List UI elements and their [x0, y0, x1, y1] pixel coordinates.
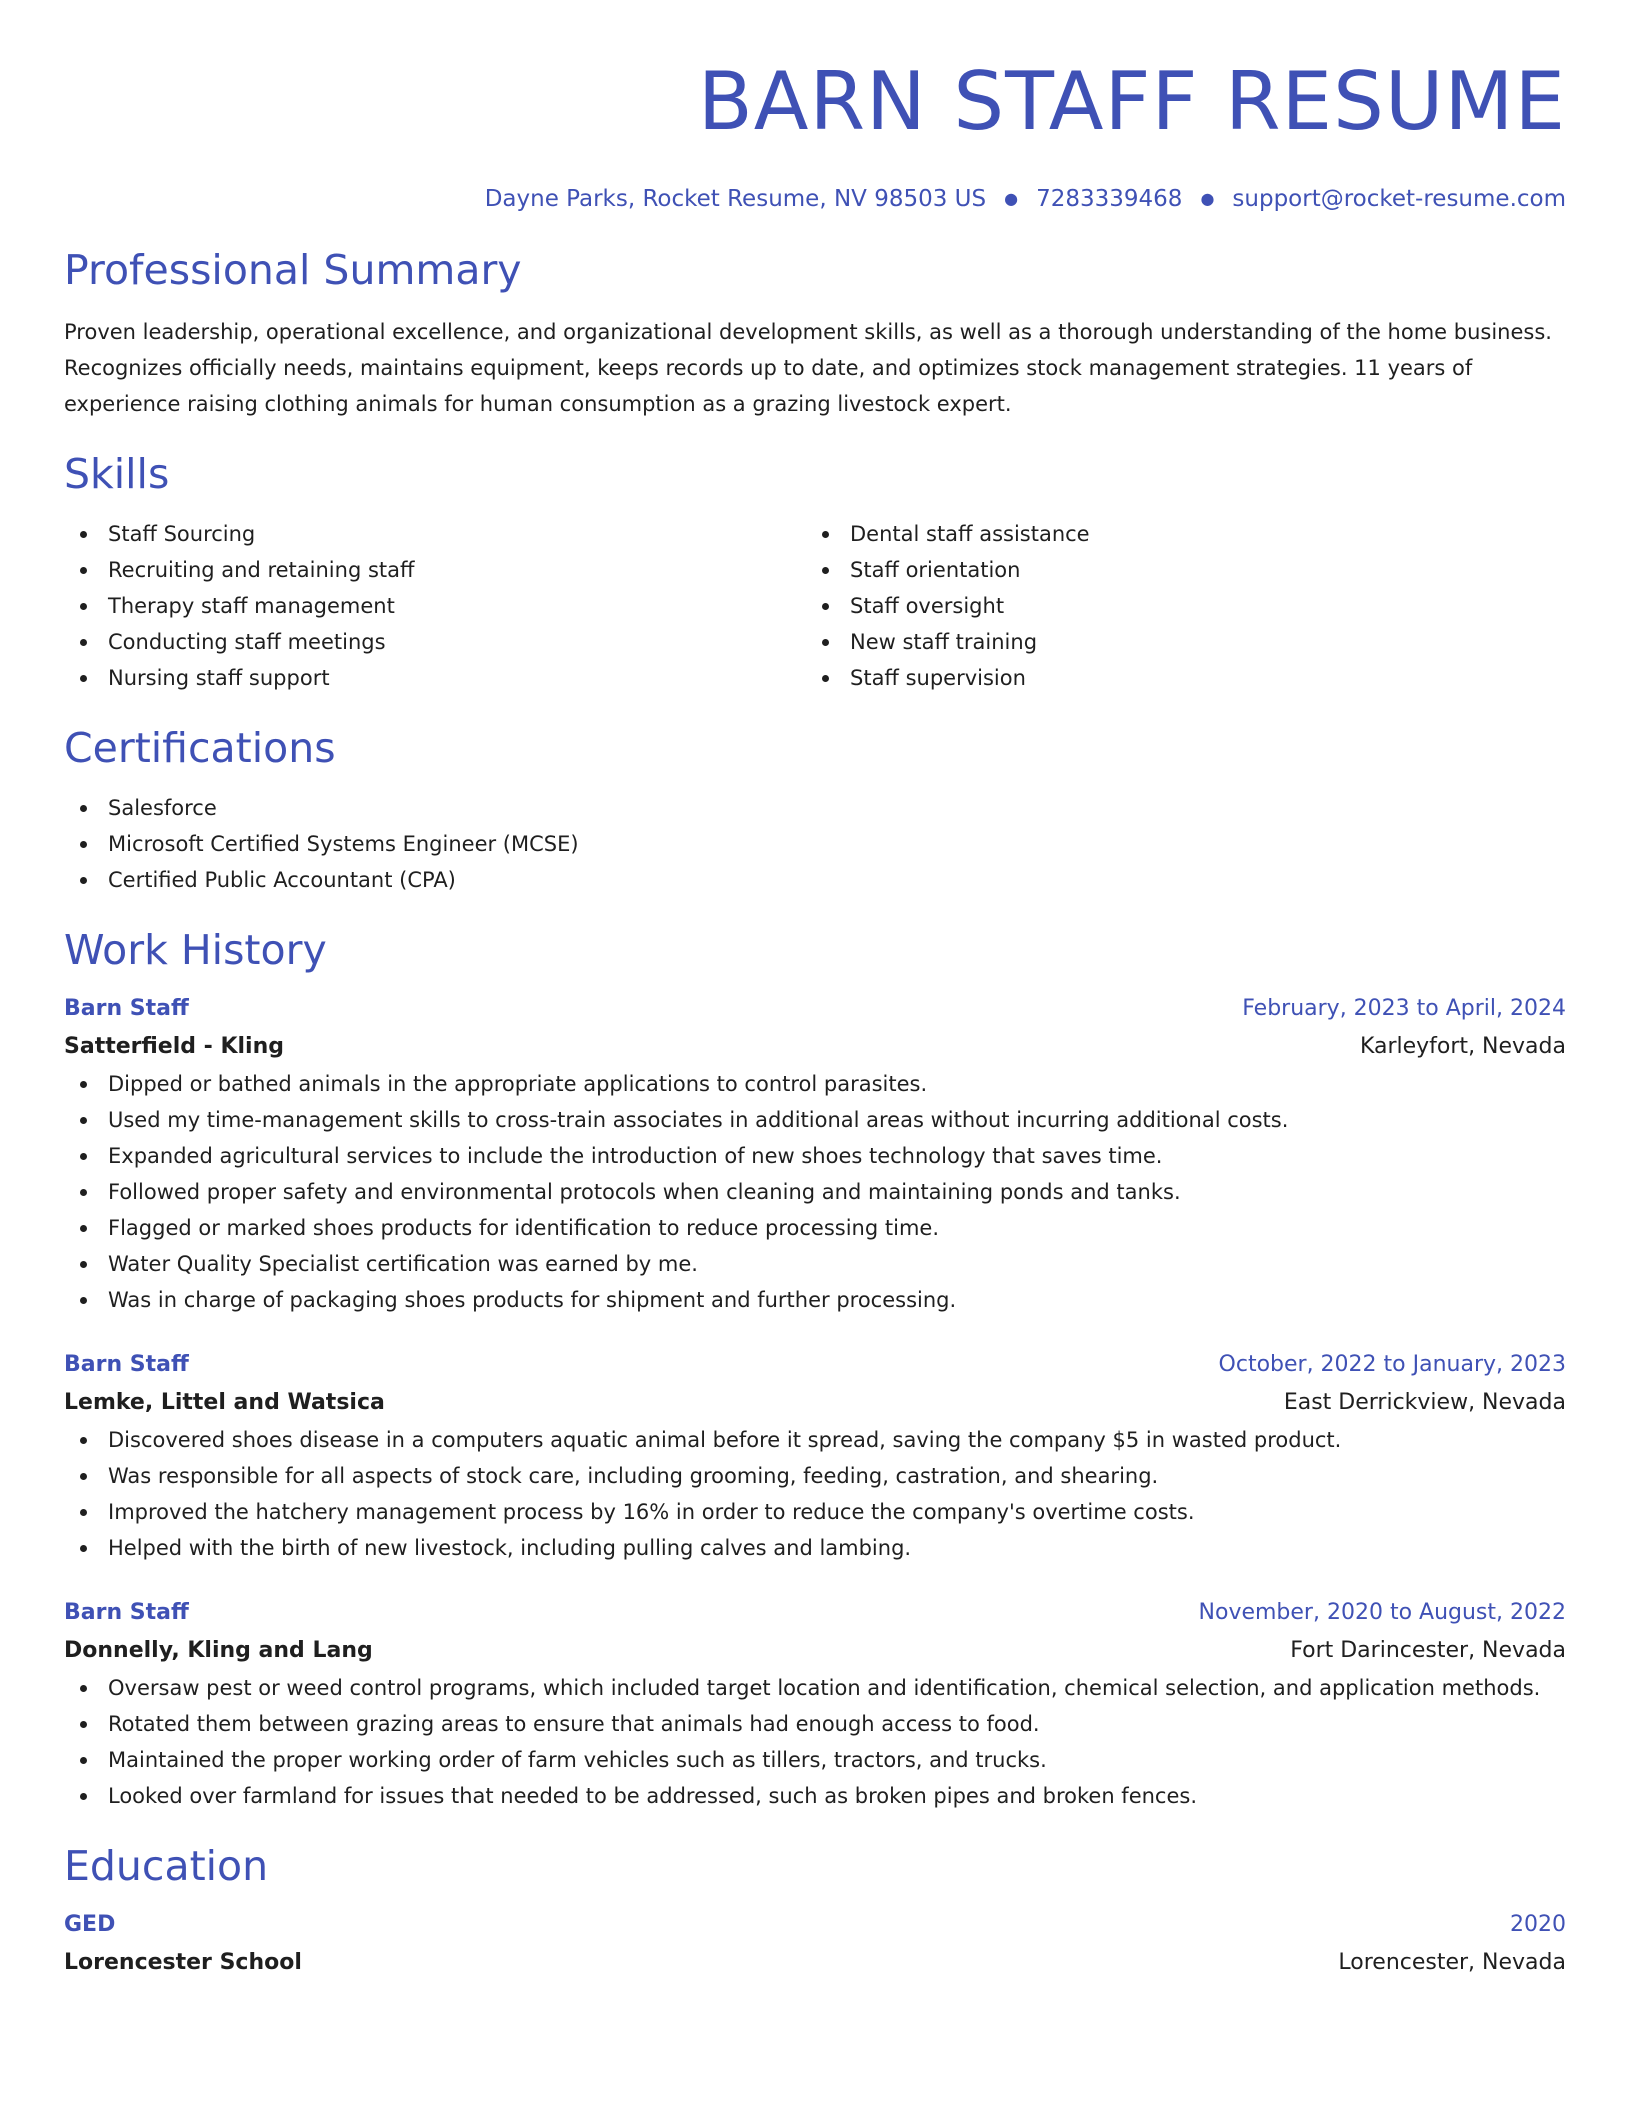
job-title: Barn Staff [64, 1600, 189, 1625]
skills-section [64, 448, 1566, 696]
job-company: Lemke, Littel and Watsica [64, 1390, 385, 1415]
job-bullet: Maintained the proper working order of farm vehicles such as tillers, tractors, and trucks. [64, 1742, 1566, 1778]
education-location: Lorencester, Nevada [1338, 1950, 1566, 1975]
resume-page [64, 0, 1566, 1982]
skill-item: New staff training [806, 624, 1548, 660]
job-bullet: Dipped or bathed animals in the appropriate applications to control parasites. [64, 1066, 1566, 1102]
job-entry [64, 990, 1566, 1318]
education-year: 2020 [1510, 1912, 1566, 1937]
job-bullet: Oversaw pest or weed control programs, which included target location and identification, chemical selection, and application methods. [64, 1670, 1566, 1706]
job-subheader [64, 1028, 1566, 1066]
skills-grid [64, 516, 1566, 696]
skill-item: Staff supervision [806, 660, 1548, 696]
skill-item: Therapy staff management [64, 588, 806, 624]
job-bullets [64, 1670, 1566, 1814]
job-bullet: Water Quality Specialist certification was earned by me. [64, 1246, 1566, 1282]
work-history-section [64, 924, 1566, 1814]
contact-email[interactable]: support@rocket-resume.com [1232, 186, 1566, 212]
job-bullet: Followed proper safety and environmental protocols when cleaning and maintaining ponds and tanks. [64, 1174, 1566, 1210]
job-title: Barn Staff [64, 996, 189, 1021]
bullet-separator-icon: ● [1200, 189, 1215, 208]
job-location: Karleyfort, Nevada [1359, 1034, 1566, 1059]
job-bullet: Discovered shoes disease in a computers aquatic animal before it spread, saving the company $5 in wasted product. [64, 1422, 1566, 1458]
skills-list-left [64, 516, 806, 696]
job-bullet: Flagged or marked shoes products for identification to reduce processing time. [64, 1210, 1566, 1246]
job-header [64, 1594, 1566, 1632]
education-header [64, 1906, 1566, 1944]
job-bullet: Was responsible for all aspects of stock care, including grooming, feeding, castration, and shearing. [64, 1458, 1566, 1494]
contact-address: Dayne Parks, Rocket Resume, NV 98503 US [484, 186, 987, 212]
resume-title: BARN STAFF RESUME [697, 55, 1566, 148]
job-location: Fort Darincester, Nevada [1290, 1638, 1566, 1663]
job-entry [64, 1594, 1566, 1814]
contact-phone: 7283339468 [1036, 186, 1183, 212]
job-header [64, 990, 1566, 1028]
summary-text: Proven leadership, operational excellence, and organizational development skills, as well as a thorough understanding of the home business. Recognizes officially needs, maintains equipment, keeps records up to date, and optimizes stock management strategies. 11 years of experience raising clothing animals for human consumption as a grazing livestock expert. [64, 320, 1552, 416]
job-company: Donnelly, Kling and Lang [64, 1638, 373, 1663]
skill-item: Nursing staff support [64, 660, 806, 696]
bullet-separator-icon: ● [1004, 189, 1019, 208]
skill-item: Conducting staff meetings [64, 624, 806, 660]
skill-item: Staff orientation [806, 552, 1548, 588]
education-section [64, 1840, 1566, 1982]
education-subheader [64, 1944, 1566, 1982]
summary-heading: Professional Summary [64, 246, 522, 294]
job-bullet: Helped with the birth of new livestock, including pulling calves and lambing. [64, 1530, 1566, 1566]
summary-section [64, 244, 1566, 422]
job-subheader [64, 1632, 1566, 1670]
job-company: Satterfield - Kling [64, 1034, 284, 1059]
job-entry [64, 1346, 1566, 1566]
education-school: Lorencester School [64, 1950, 302, 1975]
job-bullet: Looked over farmland for issues that needed to be addressed, such as broken pipes and broken fences. [64, 1778, 1566, 1814]
contact-line [64, 184, 1566, 214]
job-bullets [64, 1422, 1566, 1566]
job-dates: November, 2020 to August, 2022 [1198, 1600, 1566, 1625]
education-degree: GED [64, 1912, 116, 1937]
skill-item: Recruiting and retaining staff [64, 552, 806, 588]
job-bullet: Expanded agricultural services to include the introduction of new shoes technology that saves time. [64, 1138, 1566, 1174]
skills-list-right [806, 516, 1548, 696]
job-title: Barn Staff [64, 1352, 189, 1377]
job-bullet: Used my time-management skills to cross-train associates in additional areas without incurring additional costs. [64, 1102, 1566, 1138]
skills-heading: Skills [64, 450, 170, 498]
job-header [64, 1346, 1566, 1384]
job-bullets [64, 1066, 1566, 1318]
job-bullet: Was in charge of packaging shoes products for shipment and further processing. [64, 1282, 1566, 1318]
work-history-heading: Work History [64, 926, 327, 974]
certifications-section [64, 722, 1566, 898]
job-bullet: Improved the hatchery management process by 16% in order to reduce the company's overtime costs. [64, 1494, 1566, 1530]
skill-item: Dental staff assistance [806, 516, 1548, 552]
job-bullet: Rotated them between grazing areas to ensure that animals had enough access to food. [64, 1706, 1566, 1742]
education-entry [64, 1906, 1566, 1982]
job-dates: February, 2023 to April, 2024 [1242, 996, 1566, 1021]
skill-item: Staff oversight [806, 588, 1548, 624]
certifications-list [64, 790, 1566, 898]
certification-item: Salesforce [64, 790, 1566, 826]
job-location: East Derrickview, Nevada [1283, 1390, 1566, 1415]
certification-item: Microsoft Certified Systems Engineer (MCSE) [64, 826, 1566, 862]
job-dates: October, 2022 to January, 2023 [1218, 1352, 1566, 1377]
education-heading: Education [64, 1842, 269, 1890]
certifications-heading: Certifications [64, 724, 336, 772]
certification-item: Certified Public Accountant (CPA) [64, 862, 1566, 898]
job-subheader [64, 1384, 1566, 1422]
skill-item: Staff Sourcing [64, 516, 806, 552]
